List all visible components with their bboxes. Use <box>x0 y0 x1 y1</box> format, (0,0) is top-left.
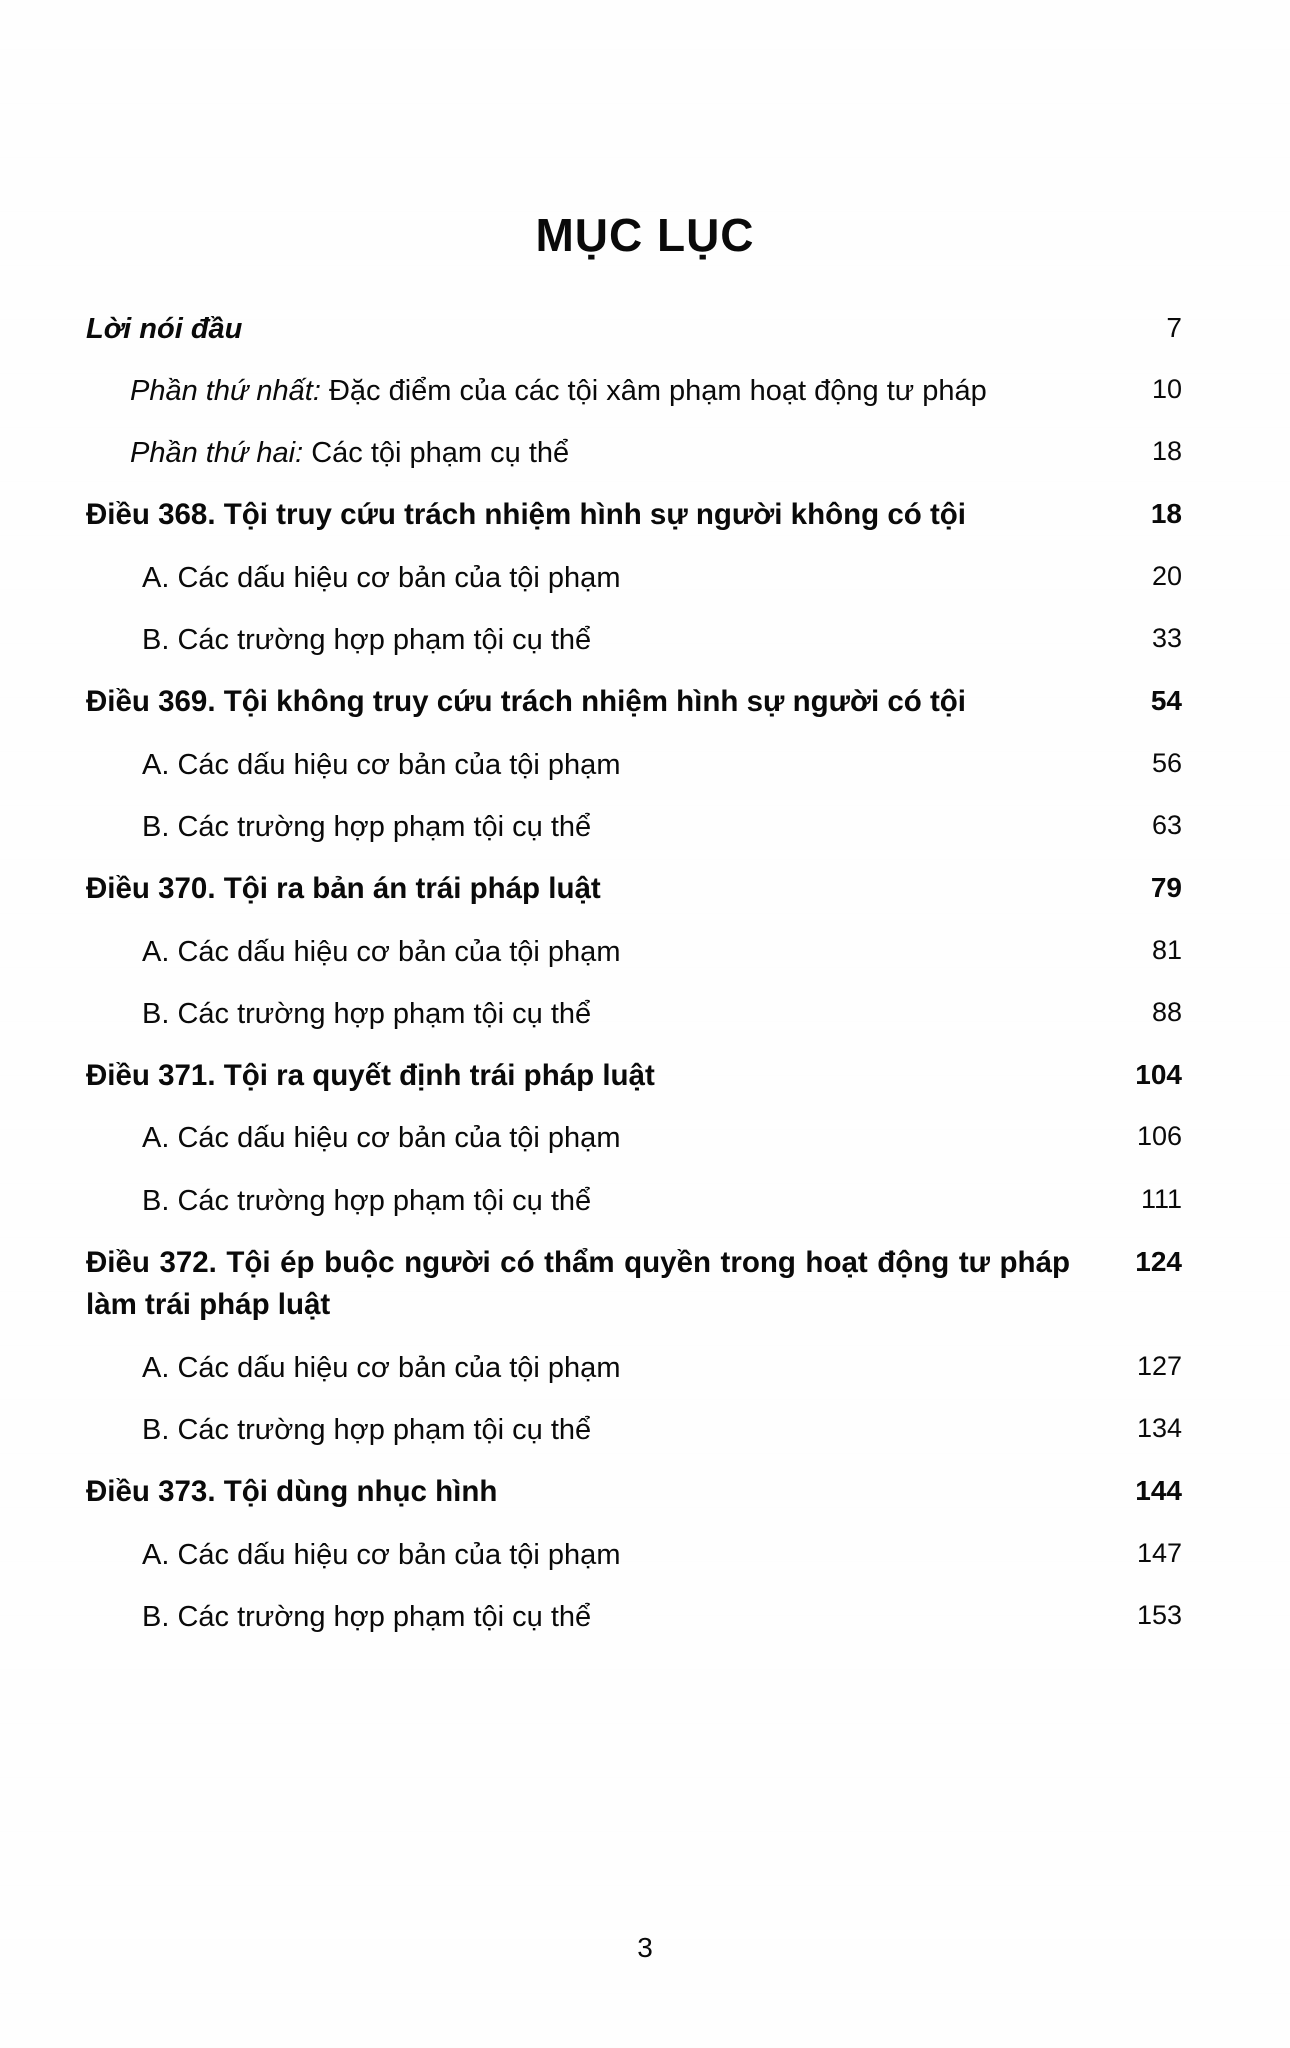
toc-entry-page-number: 134 <box>1136 1413 1182 1444</box>
toc-entry[interactable] <box>86 868 1182 911</box>
toc-entry-page-number: 88 <box>1151 996 1182 1027</box>
toc-entry-title: B. Các trường hợp phạm tội cụ thể <box>142 810 592 843</box>
toc-entry[interactable] <box>86 1471 1182 1514</box>
toc-entry-page-number: 104 <box>1135 1058 1182 1090</box>
toc-entry-page-number: 18 <box>1151 436 1182 467</box>
toc-entry[interactable] <box>86 1409 1182 1451</box>
toc-entry[interactable] <box>86 993 1182 1035</box>
toc-entry-title: A. Các dấu hiệu cơ bản của tội phạm <box>142 935 621 968</box>
toc-entry-page-number: 147 <box>1136 1537 1182 1568</box>
toc-entry-title: Điều 372. Tội ép buộc người có thẩm quyền trong hoạt động tư pháp làm trái pháp luật <box>86 1245 1070 1322</box>
toc-entry-title: Điều 373. Tội dùng nhục hình <box>86 1475 498 1509</box>
toc-entry-part-label: Phần thứ nhất: <box>130 375 321 408</box>
toc-entry[interactable] <box>86 1242 1182 1328</box>
toc-entry[interactable] <box>86 744 1182 786</box>
toc-entry-page-number: 106 <box>1136 1121 1182 1152</box>
toc-entry[interactable] <box>86 619 1182 661</box>
toc-entry-page-number: 56 <box>1151 747 1182 778</box>
toc-entry-title: Lời nói đầu <box>86 313 243 345</box>
toc-entry[interactable] <box>86 1117 1182 1159</box>
toc-entry-page-number: 54 <box>1150 685 1182 716</box>
toc-entry-title: A. Các dấu hiệu cơ bản của tội phạm <box>142 748 621 781</box>
toc-entry-title: B. Các trường hợp phạm tội cụ thể <box>142 623 592 656</box>
toc-entry[interactable] <box>86 1596 1182 1638</box>
toc-entry-page-number: 153 <box>1136 1600 1182 1631</box>
toc-entry[interactable] <box>86 308 1182 350</box>
toc-entry[interactable] <box>86 370 1182 412</box>
toc-entry-page-number: 20 <box>1151 560 1182 591</box>
toc-entry-title <box>86 370 1096 412</box>
toc-entry-title: Điều 371. Tội ra quyết định trái pháp luật <box>86 1058 655 1092</box>
toc-entry-title: A. Các dấu hiệu cơ bản của tội phạm <box>142 1352 621 1385</box>
toc-entry-title: B. Các trường hợp phạm tội cụ thể <box>142 1414 592 1447</box>
toc-entry[interactable] <box>86 1180 1182 1222</box>
toc-entry-page-number: 79 <box>1150 871 1182 903</box>
toc-entry[interactable] <box>86 494 1182 537</box>
toc-entry-title: Điều 369. Tội không truy cứu trách nhiệm hình sự người có tội <box>86 685 967 718</box>
toc-entry-title: B. Các trường hợp phạm tội cụ thể <box>142 1601 592 1634</box>
toc-entry-title <box>86 432 1096 474</box>
toc-entry-title: Điều 368. Tội truy cứu trách nhiệm hình sự người không có tội <box>86 498 967 532</box>
toc-entry[interactable] <box>86 1055 1182 1098</box>
toc-entry-page-number: 111 <box>1140 1183 1182 1214</box>
toc-entry-page-number: 127 <box>1136 1351 1182 1382</box>
toc-entry-title: A. Các dấu hiệu cơ bản của tội phạm <box>142 1122 621 1155</box>
page-title: MỤC LỤC <box>535 209 755 261</box>
toc-entry-page-number: 18 <box>1150 498 1182 530</box>
toc-entry-page-number: 144 <box>1135 1475 1182 1507</box>
toc-entry[interactable] <box>86 681 1182 724</box>
toc-entry-page-number: 33 <box>1151 622 1182 653</box>
toc-entry[interactable] <box>86 931 1182 973</box>
toc-entry[interactable] <box>86 806 1182 848</box>
toc-entry[interactable] <box>86 432 1182 474</box>
table-of-contents <box>0 308 1290 1638</box>
toc-entry-title: B. Các trường hợp phạm tội cụ thể <box>142 1184 592 1217</box>
toc-entry-page-number: 10 <box>1151 374 1182 405</box>
toc-entry-part-label: Phần thứ hai: <box>130 437 304 470</box>
toc-entry-part-text: Các tội phạm cụ thể <box>303 437 570 470</box>
toc-entry-page-number: 81 <box>1151 934 1182 965</box>
toc-entry-title: A. Các dấu hiệu cơ bản của tội phạm <box>142 1538 621 1571</box>
page-folio-number: 3 <box>637 1932 653 1963</box>
toc-entry-title: B. Các trường hợp phạm tội cụ thể <box>142 997 592 1030</box>
toc-entry-page-number: 63 <box>1151 809 1182 840</box>
toc-entry-title: Điều 370. Tội ra bản án trái pháp luật <box>86 871 601 905</box>
toc-entry-page-number: 7 <box>1166 312 1182 343</box>
toc-entry[interactable] <box>86 557 1182 599</box>
toc-entry-title: A. Các dấu hiệu cơ bản của tội phạm <box>142 561 621 594</box>
toc-entry[interactable] <box>86 1534 1182 1576</box>
toc-entry[interactable] <box>86 1347 1182 1389</box>
toc-entry-part-text: Đặc điểm của các tội xâm phạm hoạt động tư pháp <box>320 375 987 408</box>
toc-entry-page-number: 124 <box>1135 1245 1182 1277</box>
